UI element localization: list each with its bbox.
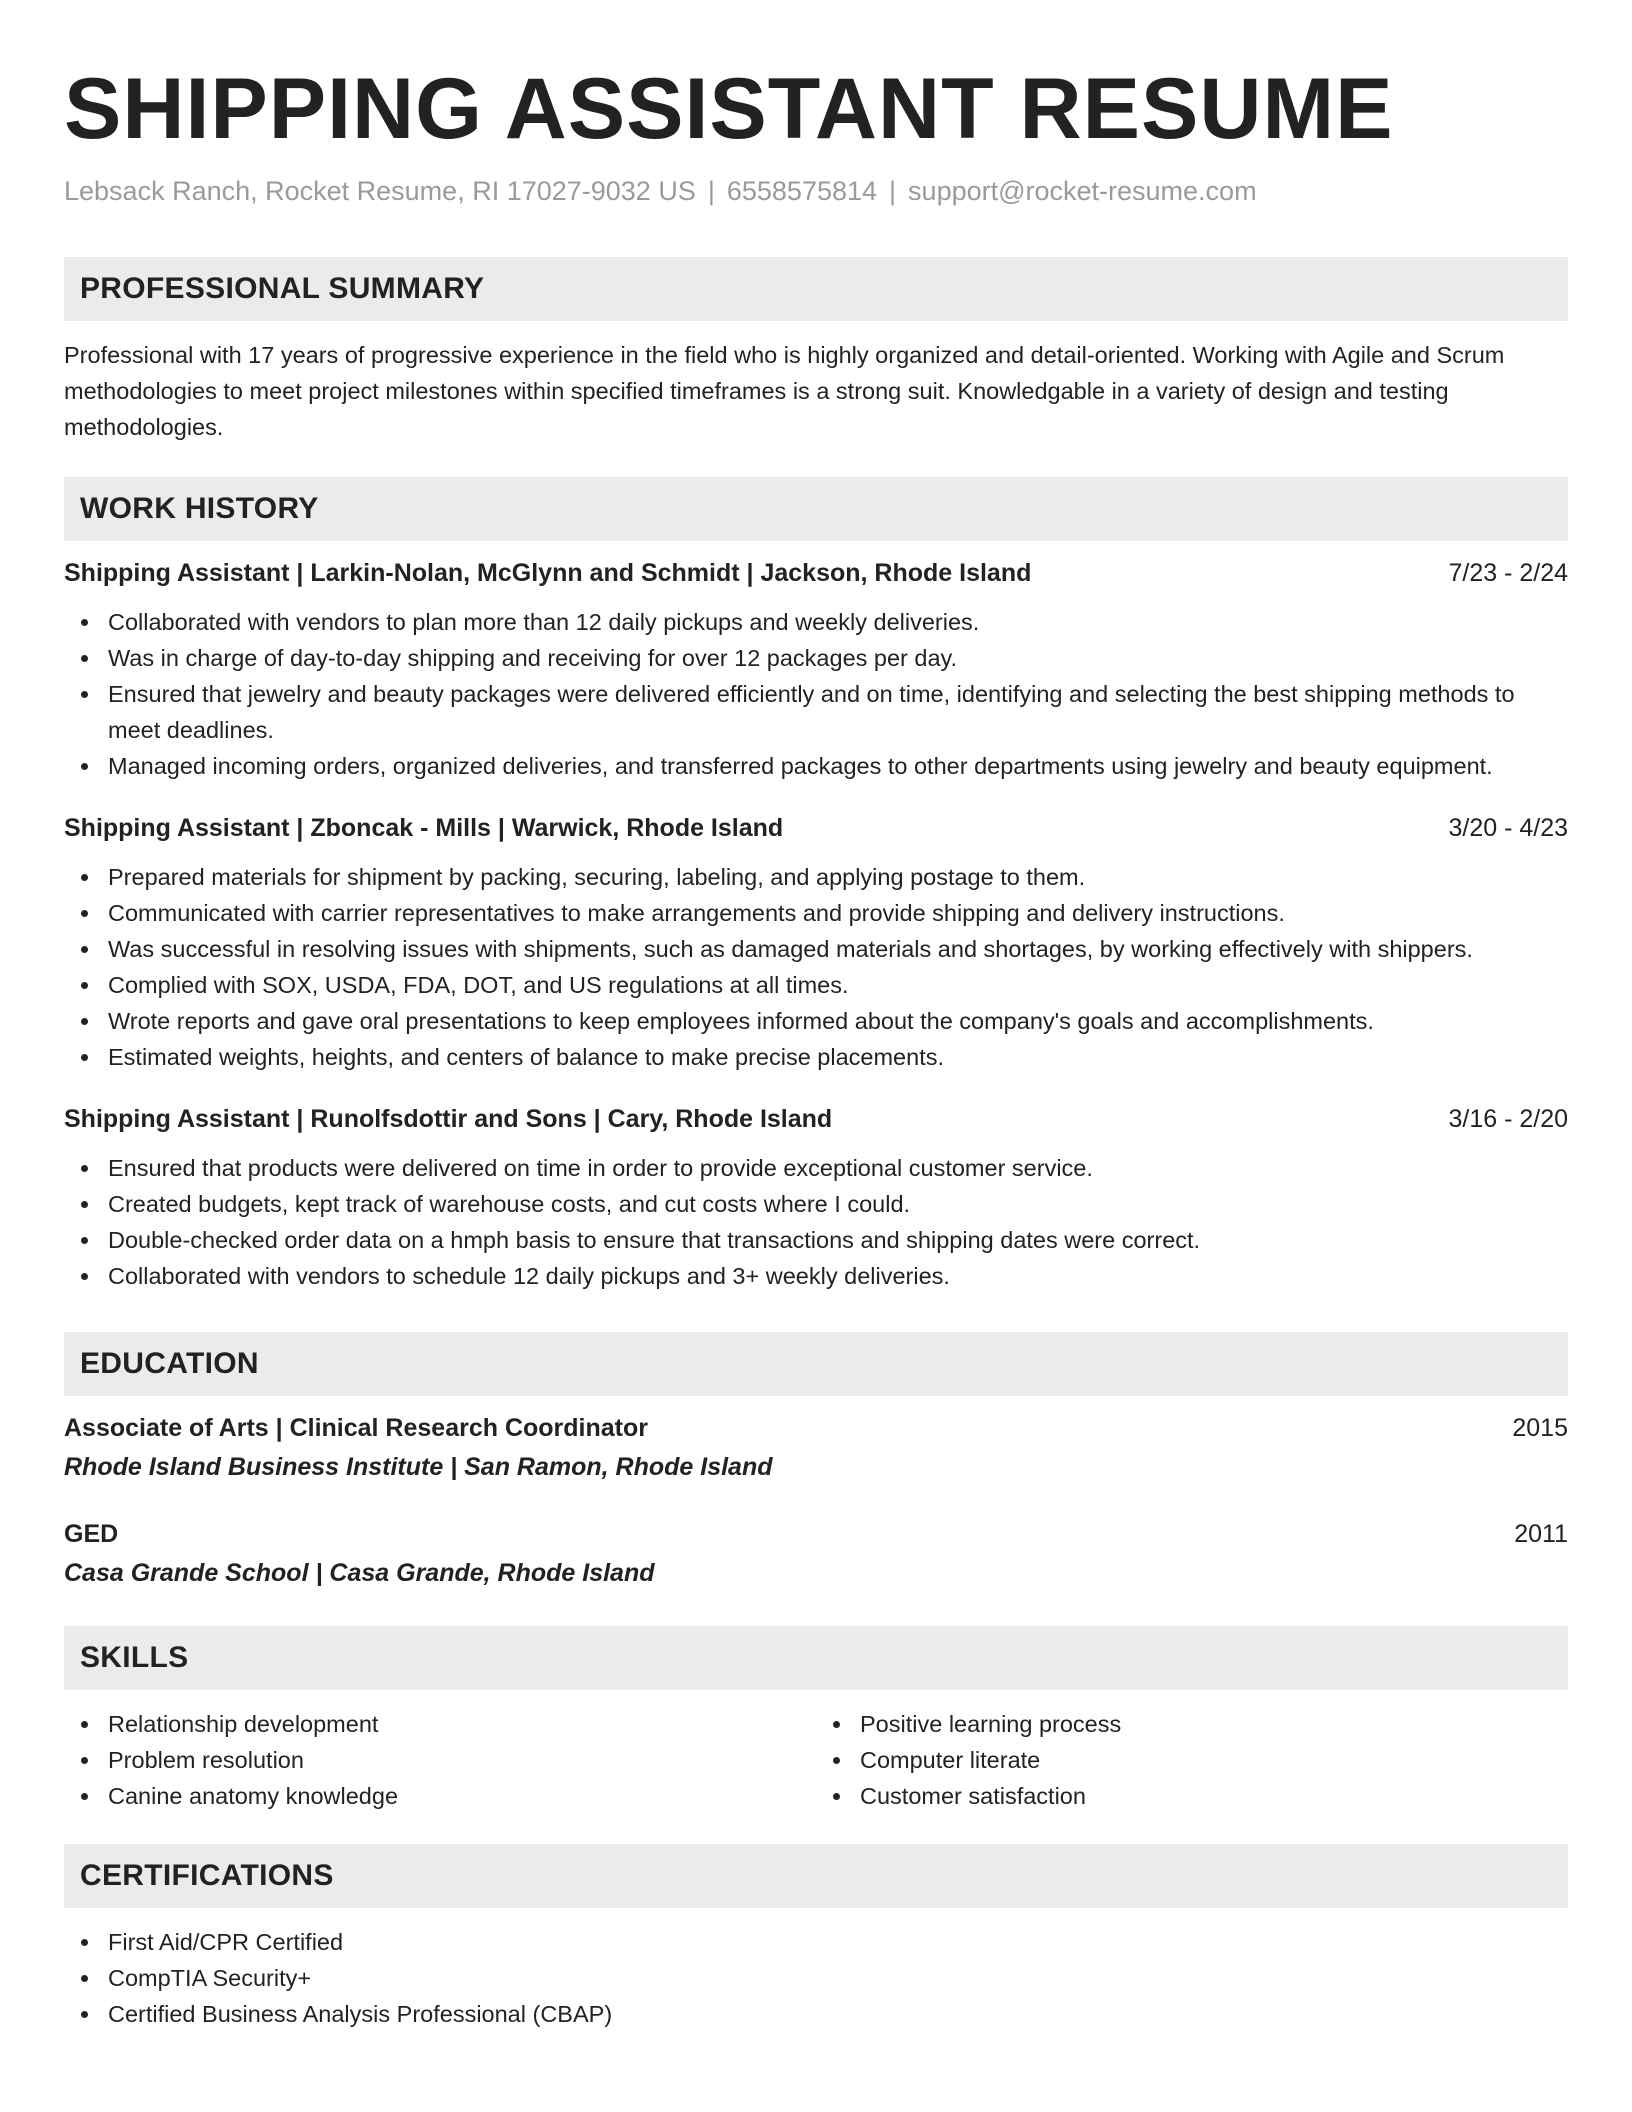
list-item: Ensured that products were delivered on time in order to provide exceptional customer service. (108, 1150, 1568, 1186)
graduation-year: 2015 (1512, 1414, 1568, 1442)
degree-title: GED (64, 1520, 119, 1548)
contact-separator: | (707, 176, 715, 206)
education-entry (64, 1520, 1568, 1588)
section-heading-summary: PROFESSIONAL SUMMARY (64, 257, 1568, 321)
skills-column-left (64, 1706, 816, 1814)
list-item: Complied with SOX, USDA, FDA, DOT, and US regulations at all times. (108, 967, 1568, 1003)
list-item: Collaborated with vendors to schedule 12 daily pickups and 3+ weekly deliveries. (108, 1258, 1568, 1294)
graduation-year: 2011 (1514, 1520, 1568, 1548)
skills-column-right (816, 1706, 1568, 1814)
section-heading-work: WORK HISTORY (64, 477, 1568, 541)
contact-address: Lebsack Ranch, Rocket Resume, RI 17027-9032 US (64, 176, 696, 206)
summary-text: Professional with 17 years of progressive experience in the field who is highly organized and detail-oriented. Working with Agile and Scrum methodologies to meet project milestones within specified timeframes is a strong suit. Knowledgable in a variety of design and testing methodologies. (64, 342, 1505, 440)
certifications-list (64, 1924, 1568, 2032)
job-bullets (64, 1150, 1568, 1294)
skills-grid (64, 1690, 1568, 1814)
resume-title: SHIPPING ASSISTANT RESUME (64, 61, 1394, 157)
job-dates: 3/20 - 4/23 (1448, 814, 1568, 842)
job-title: Shipping Assistant | Zboncak - Mills | Warwick, Rhode Island (64, 814, 784, 842)
section-heading-certifications: CERTIFICATIONS (64, 1844, 1568, 1908)
certification-item: CompTIA Security+ (108, 1960, 1568, 1996)
list-item: Created budgets, kept track of warehouse costs, and cut costs where I could. (108, 1186, 1568, 1222)
school-name: Rhode Island Business Institute | San Ramon, Rhode Island (64, 1453, 773, 1481)
skill-item: Customer satisfaction (860, 1778, 1568, 1814)
job-entry (64, 559, 1568, 784)
list-item: Wrote reports and gave oral presentations to keep employees informed about the company's goals and accomplishments. (108, 1003, 1568, 1039)
education-entry (64, 1414, 1568, 1482)
contact-line (64, 176, 1568, 207)
certification-item: Certified Business Analysis Professional (CBAP) (108, 1996, 1568, 2032)
school-name: Casa Grande School | Casa Grande, Rhode Island (64, 1559, 655, 1587)
job-dates: 7/23 - 2/24 (1448, 559, 1568, 587)
job-dates: 3/16 - 2/20 (1448, 1105, 1568, 1133)
list-item: Ensured that jewelry and beauty packages were delivered efficiently and on time, identifying and selecting the best shipping methods to meet deadlines. (108, 676, 1568, 748)
list-item: Estimated weights, heights, and centers of balance to make precise placements. (108, 1039, 1568, 1075)
skill-item: Canine anatomy knowledge (108, 1778, 816, 1814)
list-item: Was successful in resolving issues with shipments, such as damaged materials and shortages, by working effectively with shippers. (108, 931, 1568, 967)
contact-phone: 6558575814 (726, 176, 878, 206)
list-item: Managed incoming orders, organized deliveries, and transferred packages to other departments using jewelry and beauty equipment. (108, 748, 1568, 784)
skill-item: Computer literate (860, 1742, 1568, 1778)
skill-item: Positive learning process (860, 1706, 1568, 1742)
job-bullets (64, 859, 1568, 1075)
job-bullets (64, 604, 1568, 784)
list-item: Communicated with carrier representatives to make arrangements and provide shipping and delivery instructions. (108, 895, 1568, 931)
section-heading-education: EDUCATION (64, 1332, 1568, 1396)
job-entry (64, 814, 1568, 1075)
job-entry (64, 1105, 1568, 1294)
degree-title: Associate of Arts | Clinical Research Coordinator (64, 1414, 648, 1442)
skill-item: Problem resolution (108, 1742, 816, 1778)
list-item: Double-checked order data on a hmph basis to ensure that transactions and shipping dates were correct. (108, 1222, 1568, 1258)
contact-separator: | (889, 176, 897, 206)
job-title: Shipping Assistant | Larkin-Nolan, McGlynn and Schmidt | Jackson, Rhode Island (64, 559, 1032, 587)
certification-item: First Aid/CPR Certified (108, 1924, 1568, 1960)
list-item: Collaborated with vendors to plan more than 12 daily pickups and weekly deliveries. (108, 604, 1568, 640)
job-title: Shipping Assistant | Runolfsdottir and Sons | Cary, Rhode Island (64, 1105, 833, 1133)
skill-item: Relationship development (108, 1706, 816, 1742)
list-item: Was in charge of day-to-day shipping and receiving for over 12 packages per day. (108, 640, 1568, 676)
section-heading-skills: SKILLS (64, 1626, 1568, 1690)
contact-email: support@rocket-resume.com (908, 176, 1257, 206)
list-item: Prepared materials for shipment by packing, securing, labeling, and applying postage to them. (108, 859, 1568, 895)
